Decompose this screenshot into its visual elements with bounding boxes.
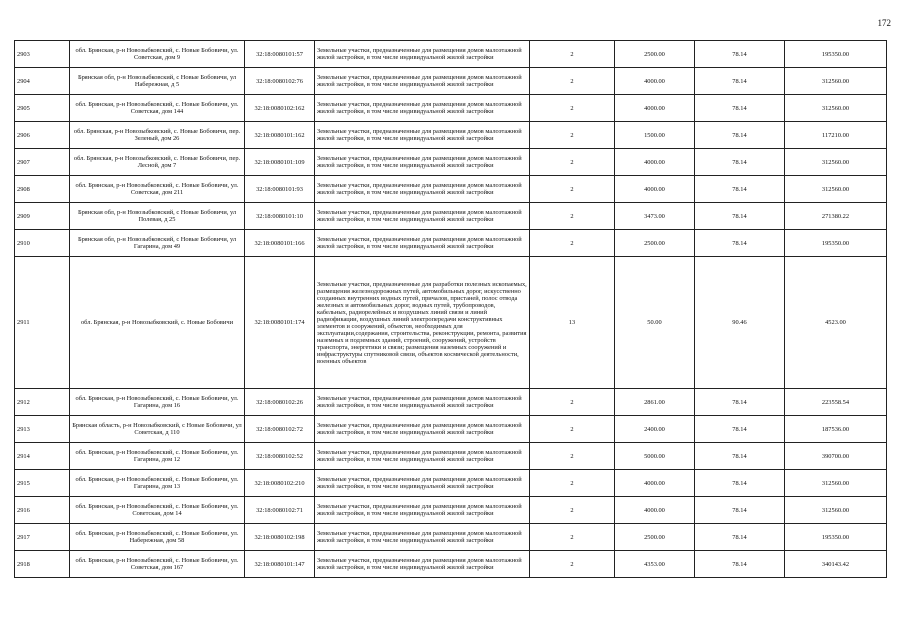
record-number: 2910 (15, 230, 70, 257)
cadastral-value-cell: 312560.00 (785, 497, 887, 524)
record-number: 2914 (15, 443, 70, 470)
land-use-cell: Земельные участки, предназначенные для размещения домов малоэтажной жилой застройки, в том числе индивидуальной жилой застройки (315, 95, 530, 122)
cadastral-number-cell: 32:18:0080102:162 (245, 95, 315, 122)
use-code-cell: 2 (530, 497, 615, 524)
table-row (15, 524, 887, 551)
record-number: 2912 (15, 389, 70, 416)
record-number: 2903 (15, 41, 70, 68)
use-code-cell: 2 (530, 122, 615, 149)
land-use-cell: Земельные участки, предназначенные для размещения домов малоэтажной жилой застройки, в том числе индивидуальной жилой застройки (315, 551, 530, 578)
address-cell: обл. Брянская, р-н Новозыбковский, с. Новые Бобовичи, ул. Советская, дом 9 (70, 41, 245, 68)
land-use-cell: Земельные участки, предназначенные для размещения домов малоэтажной жилой застройки, в том числе индивидуальной жилой застройки (315, 524, 530, 551)
address-cell: обл. Брянская, р-н Новозыбковский, с. Новые Бобовичи, ул. Гагарина, дом 12 (70, 443, 245, 470)
page-number: 172 (877, 18, 891, 28)
address-cell: обл. Брянская, р-н Новозыбковский, с. Новые Бобовичи, ул. Советская, дом 211 (70, 176, 245, 203)
table-row (15, 149, 887, 176)
use-code-cell: 2 (530, 176, 615, 203)
cadastral-number-cell: 32:18:0080101:10 (245, 203, 315, 230)
table-row (15, 470, 887, 497)
area-cell: 4000.00 (615, 176, 695, 203)
record-number: 2905 (15, 95, 70, 122)
cadastral-value-cell: 312560.00 (785, 470, 887, 497)
area-cell: 4353.00 (615, 551, 695, 578)
address-cell: обл. Брянская, р-н Новозыбковский, с. Новые Бобовичи, ул. Набережная, дом 58 (70, 524, 245, 551)
cadastral-number-cell: 32:18:0080102:198 (245, 524, 315, 551)
land-use-cell: Земельные участки, предназначенные для размещения домов малоэтажной жилой застройки, в том числе индивидуальной жилой застройки (315, 68, 530, 95)
cadastral-number-cell: 32:18:0080102:72 (245, 416, 315, 443)
record-number: 2916 (15, 497, 70, 524)
specific-value-cell: 90.46 (695, 257, 785, 389)
use-code-cell: 2 (530, 524, 615, 551)
use-code-cell: 13 (530, 257, 615, 389)
land-use-cell: Земельные участки, предназначенные для размещения домов малоэтажной жилой застройки, в том числе индивидуальной жилой застройки (315, 443, 530, 470)
cadastral-number-cell: 32:18:0080101:174 (245, 257, 315, 389)
use-code-cell: 2 (530, 470, 615, 497)
cadastral-number-cell: 32:18:0080102:76 (245, 68, 315, 95)
use-code-cell: 2 (530, 203, 615, 230)
land-use-cell: Земельные участки, предназначенные для размещения домов малоэтажной жилой застройки, в том числе индивидуальной жилой застройки (315, 149, 530, 176)
land-use-cell: Земельные участки, предназначенные для размещения домов малоэтажной жилой застройки, в том числе индивидуальной жилой застройки (315, 389, 530, 416)
table-row (15, 68, 887, 95)
cadastral-number-cell: 32:18:0080101:147 (245, 551, 315, 578)
specific-value-cell: 78.14 (695, 95, 785, 122)
address-cell: обл. Брянская, р-н Новозыбковский, с. Новые Бобовичи (70, 257, 245, 389)
record-number: 2917 (15, 524, 70, 551)
specific-value-cell: 78.14 (695, 551, 785, 578)
land-use-cell: Земельные участки, предназначенные для размещения домов малоэтажной жилой застройки, в том числе индивидуальной жилой застройки (315, 176, 530, 203)
cadastral-value-cell: 4523.00 (785, 257, 887, 389)
table-row (15, 551, 887, 578)
specific-value-cell: 78.14 (695, 149, 785, 176)
table-body (15, 41, 887, 578)
cadastral-value-cell: 390700.00 (785, 443, 887, 470)
record-number: 2904 (15, 68, 70, 95)
address-cell: обл. Брянская, р-н Новозыбковский, с. Новые Бобовичи, ул. Советская, дом 144 (70, 95, 245, 122)
use-code-cell: 2 (530, 149, 615, 176)
record-number: 2913 (15, 416, 70, 443)
table-row (15, 497, 887, 524)
record-number: 2906 (15, 122, 70, 149)
record-number: 2915 (15, 470, 70, 497)
cadastral-number-cell: 32:18:0080101:166 (245, 230, 315, 257)
area-cell: 4000.00 (615, 95, 695, 122)
address-cell: обл. Брянская, р-н Новозыбковский, с. Новые Бобовичи, ул. Советская, дом 167 (70, 551, 245, 578)
specific-value-cell: 78.14 (695, 497, 785, 524)
cadastral-value-cell: 187536.00 (785, 416, 887, 443)
specific-value-cell: 78.14 (695, 389, 785, 416)
cadastral-value-cell: 340143.42 (785, 551, 887, 578)
cadastral-value-cell: 312560.00 (785, 95, 887, 122)
area-cell: 4000.00 (615, 68, 695, 95)
specific-value-cell: 78.14 (695, 416, 785, 443)
record-number: 2911 (15, 257, 70, 389)
specific-value-cell: 78.14 (695, 41, 785, 68)
address-cell: Брянская обл, р-н Новозыбковский, с Новые Бобовичи, ул Полевая, д 25 (70, 203, 245, 230)
specific-value-cell: 78.14 (695, 203, 785, 230)
record-number: 2908 (15, 176, 70, 203)
use-code-cell: 2 (530, 551, 615, 578)
address-cell: Брянская обл, р-н Новозыбковский, с Новые Бобовичи, ул Набережная, д 5 (70, 68, 245, 95)
area-cell: 4000.00 (615, 470, 695, 497)
use-code-cell: 2 (530, 389, 615, 416)
cadastral-value-cell: 117210.00 (785, 122, 887, 149)
use-code-cell: 2 (530, 416, 615, 443)
area-cell: 4000.00 (615, 497, 695, 524)
cadastral-value-cell: 312560.00 (785, 176, 887, 203)
area-cell: 5000.00 (615, 443, 695, 470)
address-cell: обл. Брянская, р-н Новозыбковский, с. Новые Бобовичи, пер. Лесной, дом 7 (70, 149, 245, 176)
specific-value-cell: 78.14 (695, 122, 785, 149)
use-code-cell: 2 (530, 68, 615, 95)
area-cell: 2500.00 (615, 41, 695, 68)
cadastral-value-cell: 195350.00 (785, 41, 887, 68)
area-cell: 4000.00 (615, 149, 695, 176)
cadastral-number-cell: 32:18:0080101:162 (245, 122, 315, 149)
use-code-cell: 2 (530, 41, 615, 68)
specific-value-cell: 78.14 (695, 176, 785, 203)
land-use-cell: Земельные участки, предназначенные для разработки полезных ископаемых, размещения железнодорожных путей, автомобильных дорог, искусственно созданных внутренних водных путей, причалов, пристаней, полос отвода железных и автомобильных дорог, водных путей, трубопроводов, кабельных, радиорелейных и воздушных линий связи и линий радиофикации, воздушных линий электропередачи конструктивных элементов и сооружений, объектов, необходимых для эксплуатации,содержания, строительства, реконструкции, ремонта, развития наземных и подземных зданий, строений, сооружений, устройств транспорта, энергетики и связи; размещения наземных сооружений и инфраструктуры спутниковой связи, объектов космической деятельности, военных объектов (315, 257, 530, 389)
table-row (15, 41, 887, 68)
cadastral-value-cell: 195350.00 (785, 524, 887, 551)
use-code-cell: 2 (530, 443, 615, 470)
record-number: 2909 (15, 203, 70, 230)
area-cell: 1500.00 (615, 122, 695, 149)
table-row (15, 230, 887, 257)
specific-value-cell: 78.14 (695, 230, 785, 257)
specific-value-cell: 78.14 (695, 524, 785, 551)
cadastral-number-cell: 32:18:0080101:57 (245, 41, 315, 68)
area-cell: 2400.00 (615, 416, 695, 443)
use-code-cell: 2 (530, 230, 615, 257)
cadastral-value-cell: 312560.00 (785, 68, 887, 95)
land-registry-table (14, 40, 887, 578)
table-row (15, 203, 887, 230)
specific-value-cell: 78.14 (695, 470, 785, 497)
record-number: 2918 (15, 551, 70, 578)
cadastral-number-cell: 32:18:0080102:210 (245, 470, 315, 497)
area-cell: 2861.00 (615, 389, 695, 416)
land-use-cell: Земельные участки, предназначенные для размещения домов малоэтажной жилой застройки, в том числе индивидуальной жилой застройки (315, 470, 530, 497)
address-cell: обл. Брянская, р-н Новозыбковский, с. Новые Бобовичи, ул. Советская, дом 14 (70, 497, 245, 524)
table-row (15, 257, 887, 389)
land-use-cell: Земельные участки, предназначенные для размещения домов малоэтажной жилой застройки, в том числе индивидуальной жилой застройки (315, 203, 530, 230)
record-number: 2907 (15, 149, 70, 176)
area-cell: 3473.00 (615, 203, 695, 230)
area-cell: 2500.00 (615, 230, 695, 257)
table-row (15, 176, 887, 203)
table-row (15, 416, 887, 443)
address-cell: Брянская обл, р-н Новозыбковский, с Новые Бобовичи, ул Гагарина, дом 49 (70, 230, 245, 257)
table-row (15, 389, 887, 416)
address-cell: обл. Брянская, р-н Новозыбковский, с. Новые Бобовичи, ул. Гагарина, дом 13 (70, 470, 245, 497)
cadastral-number-cell: 32:18:0080101:109 (245, 149, 315, 176)
table-row (15, 122, 887, 149)
cadastral-number-cell: 32:18:0080101:93 (245, 176, 315, 203)
cadastral-number-cell: 32:18:0080102:26 (245, 389, 315, 416)
cadastral-number-cell: 32:18:0080102:52 (245, 443, 315, 470)
land-use-cell: Земельные участки, предназначенные для размещения домов малоэтажной жилой застройки, в том числе индивидуальной жилой застройки (315, 122, 530, 149)
use-code-cell: 2 (530, 95, 615, 122)
area-cell: 50.00 (615, 257, 695, 389)
table-row (15, 95, 887, 122)
address-cell: обл. Брянская, р-н Новозыбковский, с. Новые Бобовичи, ул. Гагарина, дом 16 (70, 389, 245, 416)
cadastral-number-cell: 32:18:0080102:71 (245, 497, 315, 524)
land-use-cell: Земельные участки, предназначенные для размещения домов малоэтажной жилой застройки, в том числе индивидуальной жилой застройки (315, 41, 530, 68)
address-cell: обл. Брянская, р-н Новозыбковский, с. Новые Бобовичи, пер. Зеленый, дом 26 (70, 122, 245, 149)
cadastral-value-cell: 312560.00 (785, 149, 887, 176)
land-use-cell: Земельные участки, предназначенные для размещения домов малоэтажной жилой застройки, в том числе индивидуальной жилой застройки (315, 230, 530, 257)
specific-value-cell: 78.14 (695, 443, 785, 470)
area-cell: 2500.00 (615, 524, 695, 551)
table-row (15, 443, 887, 470)
cadastral-value-cell: 195350.00 (785, 230, 887, 257)
address-cell: Брянская область, р-н Новозыбковский, с Новые Бобовичи, ул Советская, д 110 (70, 416, 245, 443)
cadastral-value-cell: 223558.54 (785, 389, 887, 416)
specific-value-cell: 78.14 (695, 68, 785, 95)
cadastral-value-cell: 271380.22 (785, 203, 887, 230)
land-use-cell: Земельные участки, предназначенные для размещения домов малоэтажной жилой застройки, в том числе индивидуальной жилой застройки (315, 497, 530, 524)
land-use-cell: Земельные участки, предназначенные для размещения домов малоэтажной жилой застройки, в том числе индивидуальной жилой застройки (315, 416, 530, 443)
